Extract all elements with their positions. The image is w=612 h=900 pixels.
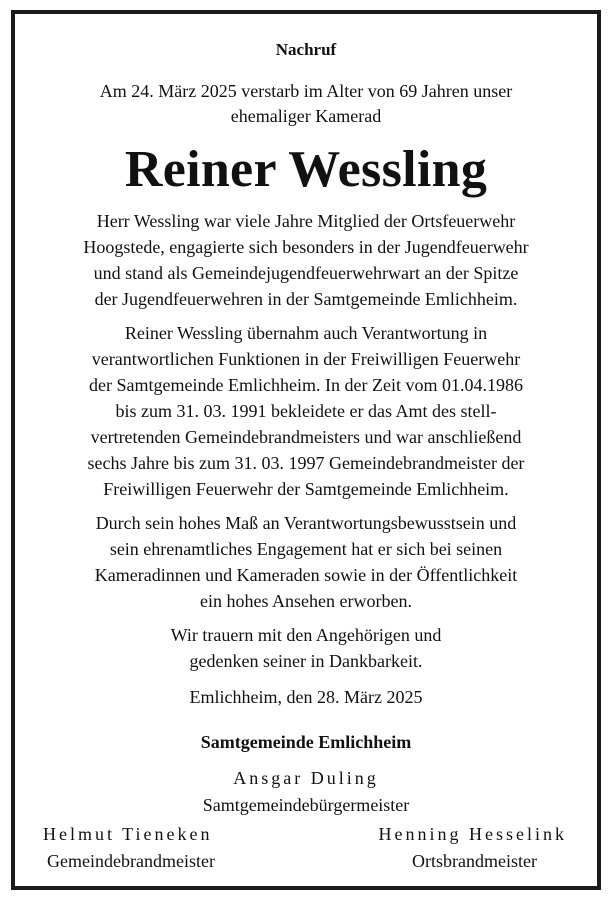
paragraph-career — [15, 320, 597, 502]
signatory-left-name: Helmut Tieneken — [43, 824, 213, 844]
organization-name: Samtgemeinde Emlichheim — [200, 732, 412, 752]
text-line: bis zum 31. 03. 1991 bekleidete er das Amt des stell- — [115, 401, 497, 421]
signatory-center-name: Ansgar Duling — [233, 768, 379, 788]
text-line: vertretenden Gemeindebrandmeisters und war anschließend — [90, 427, 522, 447]
text-line: Freiwilligen Feuerwehr der Samtgemeinde Emlichheim. — [103, 479, 509, 499]
obituary-frame — [11, 10, 601, 890]
text-line: sein ehrenamtliches Engagement hat er sich bei seinen — [109, 539, 503, 559]
text-line: der Samtgemeinde Emlichheim. In der Zeit vom 01.04.1986 — [89, 375, 523, 395]
paragraph-tribute — [15, 510, 597, 614]
signatory-right-role: Ortsbrandmeister — [412, 851, 537, 871]
text-line: ein hohes Ansehen erworben. — [200, 591, 412, 611]
text-line: Herr Wessling war viele Jahre Mitglied der Ortsfeuerwehr — [96, 211, 516, 231]
text-line: Kameradinnen und Kameraden sowie in der Öffentlichkeit — [94, 565, 518, 585]
text-line: Durch sein hohes Maß an Verantwortungsbewusstsein und — [95, 513, 517, 533]
text-line: Hoogstede, engagierte sich besonders in der Jugendfeuerwehr — [83, 237, 529, 257]
intro-line: ehemaliger Kamerad — [230, 106, 382, 126]
paragraph-membership — [15, 208, 597, 312]
text-line: Reiner Wessling übernahm auch Verantwortung in — [124, 323, 488, 343]
text-line: gedenken seiner in Dankbarkeit. — [189, 651, 423, 671]
text-line: und stand als Gemeindejugendfeuerwehrwart an der Spitze — [93, 263, 519, 283]
text-line: der Jugendfeuerwehren in der Samtgemeinde Emlichheim. — [94, 289, 518, 309]
closing-text — [15, 622, 597, 674]
signatory-right-name: Henning Hesselink — [378, 824, 567, 844]
text-line: sechs Jahre bis zum 31. 03. 1997 Gemeindebrandmeister der — [87, 453, 525, 473]
place-date: Emlichheim, den 28. März 2025 — [189, 687, 423, 707]
deceased-name: Reiner Wessling — [124, 141, 488, 198]
notice-heading: Nachruf — [275, 40, 337, 59]
signatory-left-role: Gemeindebrandmeister — [47, 851, 215, 871]
intro-line: Am 24. März 2025 verstarb im Alter von 69 Jahren unser — [99, 81, 513, 101]
signatory-center-role: Samtgemeindebürgermeister — [202, 795, 410, 815]
intro-text — [15, 79, 597, 129]
text-line: Wir trauern mit den Angehörigen und — [170, 625, 442, 645]
text-line: verantwortlichen Funktionen in der Freiwilligen Feuerwehr — [91, 349, 521, 369]
